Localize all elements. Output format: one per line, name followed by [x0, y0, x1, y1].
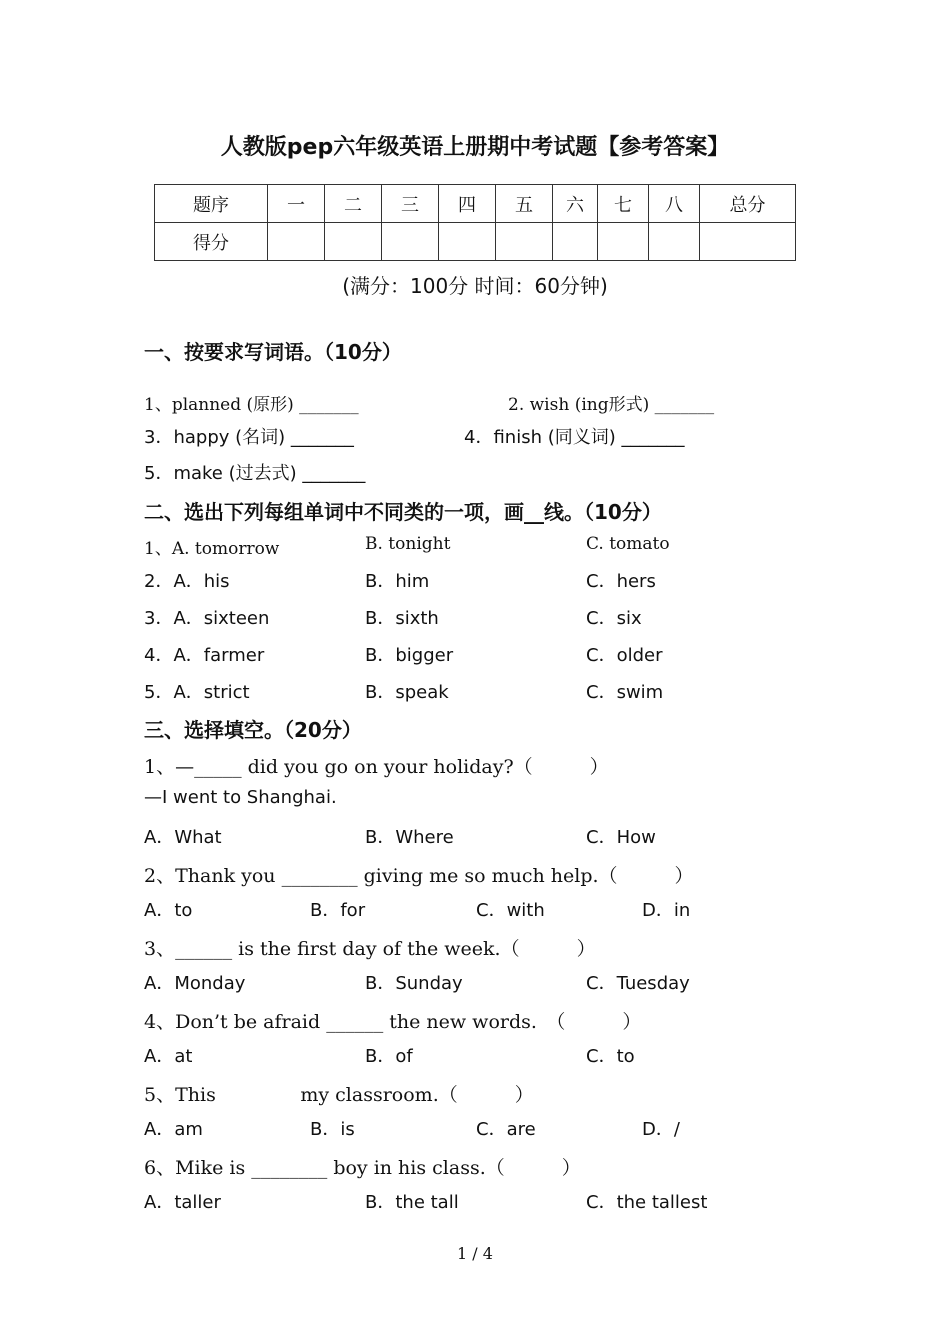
score-cell: [598, 223, 649, 261]
score-table-header-row: [155, 185, 796, 223]
s3-question-4: 4、Don’t be afraid ______ the new words. （ ）: [144, 1011, 642, 1033]
s3-q2-option-b: B．for: [310, 900, 366, 921]
score-header-cell: 三: [382, 185, 439, 223]
s3-q5-option-c: C．are: [476, 1119, 536, 1140]
s2-row5-option-b: B．speak: [365, 682, 449, 703]
s2-row1-option-b: B. tonight: [365, 534, 451, 554]
s2-row2-option-b: B．him: [365, 571, 430, 592]
page-title: 人教版pep六年级英语上册期中考试题【参考答案】: [220, 135, 730, 160]
score-cell: [700, 223, 796, 261]
s3-q6-option-a: A．taller: [144, 1192, 221, 1213]
s3-q2-option-a: A．to: [144, 900, 193, 921]
score-cell: [325, 223, 382, 261]
s3-q2-option-d: D．in: [642, 900, 691, 921]
s3-question-1-answer-line: —I went to Shanghai.: [144, 787, 337, 808]
score-table: [154, 184, 796, 261]
score-cell: [382, 223, 439, 261]
score-header-cell: 七: [598, 185, 649, 223]
s3-q1-option-c: C．How: [586, 827, 656, 848]
s3-question-5: 5、This my classroom.（ ）: [144, 1084, 534, 1106]
s3-q3-option-c: C．Tuesday: [586, 973, 690, 994]
score-cell: [553, 223, 598, 261]
s3-q6-option-c: C．the tallest: [586, 1192, 708, 1213]
section3-heading: 三、选择填空。（20分）: [144, 718, 362, 742]
s2-row4-option-a: 4．A．farmer: [144, 645, 265, 666]
s3-q4-option-a: A．at: [144, 1046, 193, 1067]
score-header-cell: 四: [439, 185, 496, 223]
score-header-cell: 二: [325, 185, 382, 223]
s2-row3-option-c: C．six: [586, 608, 642, 629]
s3-q3-option-b: B．Sunday: [365, 973, 463, 994]
s3-q6-option-b: B．the tall: [365, 1192, 459, 1213]
score-header-cell: 六: [553, 185, 598, 223]
score-cell: [496, 223, 553, 261]
s2-row1-option-a: 1、A. tomorrow: [144, 539, 280, 559]
score-header-cell: 一: [268, 185, 325, 223]
s2-row4-option-c: C．older: [586, 645, 663, 666]
s3-q2-option-c: C．with: [476, 900, 545, 921]
score-header-cell: 五: [496, 185, 553, 223]
s3-q1-option-a: A．What: [144, 827, 222, 848]
s1-question-5: 5．make (过去式) _______: [144, 463, 366, 484]
s2-row3-option-b: B．sixth: [365, 608, 439, 629]
s2-row2-option-a: 2．A．his: [144, 571, 230, 592]
s1-question-4: 4．finish (同义词) _______: [464, 427, 685, 448]
s3-question-3: 3、______ is the first day of the week.（ ）: [144, 938, 596, 960]
score-cell: [268, 223, 325, 261]
score-table-score-row: [155, 223, 796, 261]
s1-question-2: 2. wish (ing形式) _______: [508, 395, 715, 415]
section1-heading: 一、按要求写词语。（10分）: [144, 340, 402, 364]
s2-row5-option-c: C．swim: [586, 682, 664, 703]
score-header-cell: 总分: [700, 185, 796, 223]
section2-heading: 二、选出下列每组单词中不同类的一项，画__线。（10分）: [144, 500, 662, 524]
score-row-label: 得分: [155, 223, 268, 261]
score-cell: [649, 223, 700, 261]
score-header-cell: 题序: [155, 185, 268, 223]
score-cell: [439, 223, 496, 261]
s1-question-3: 3．happy (名词) _______: [144, 427, 354, 448]
s3-q4-option-b: B．of: [365, 1046, 413, 1067]
s3-question-1: 1、—_____ did you go on your holiday?（ ）: [144, 756, 609, 778]
s3-q5-option-a: A．am: [144, 1119, 203, 1140]
page-number: 1 / 4: [457, 1244, 493, 1263]
score-header-cell: 八: [649, 185, 700, 223]
s2-row3-option-a: 3．A．sixteen: [144, 608, 270, 629]
s2-row1-option-c: C. tomato: [586, 534, 670, 554]
s1-question-1: 1、planned (原形) _______: [144, 395, 359, 415]
s3-q3-option-a: A．Monday: [144, 973, 246, 994]
s3-question-6: 6、Mike is ________ boy in his class.（ ）: [144, 1157, 581, 1179]
s3-q1-option-b: B．Where: [365, 827, 454, 848]
s3-q5-option-d: D．/: [642, 1119, 680, 1140]
s2-row4-option-b: B．bigger: [365, 645, 454, 666]
s3-question-2: 2、Thank you ________ giving me so much help.（ ）: [144, 865, 694, 887]
full-score-note: (满分：100分 时间：60分钟): [342, 274, 608, 298]
s3-q4-option-c: C．to: [586, 1046, 635, 1067]
s3-q5-option-b: B．is: [310, 1119, 355, 1140]
s2-row2-option-c: C．hers: [586, 571, 656, 592]
s2-row5-option-a: 5．A．strict: [144, 682, 250, 703]
